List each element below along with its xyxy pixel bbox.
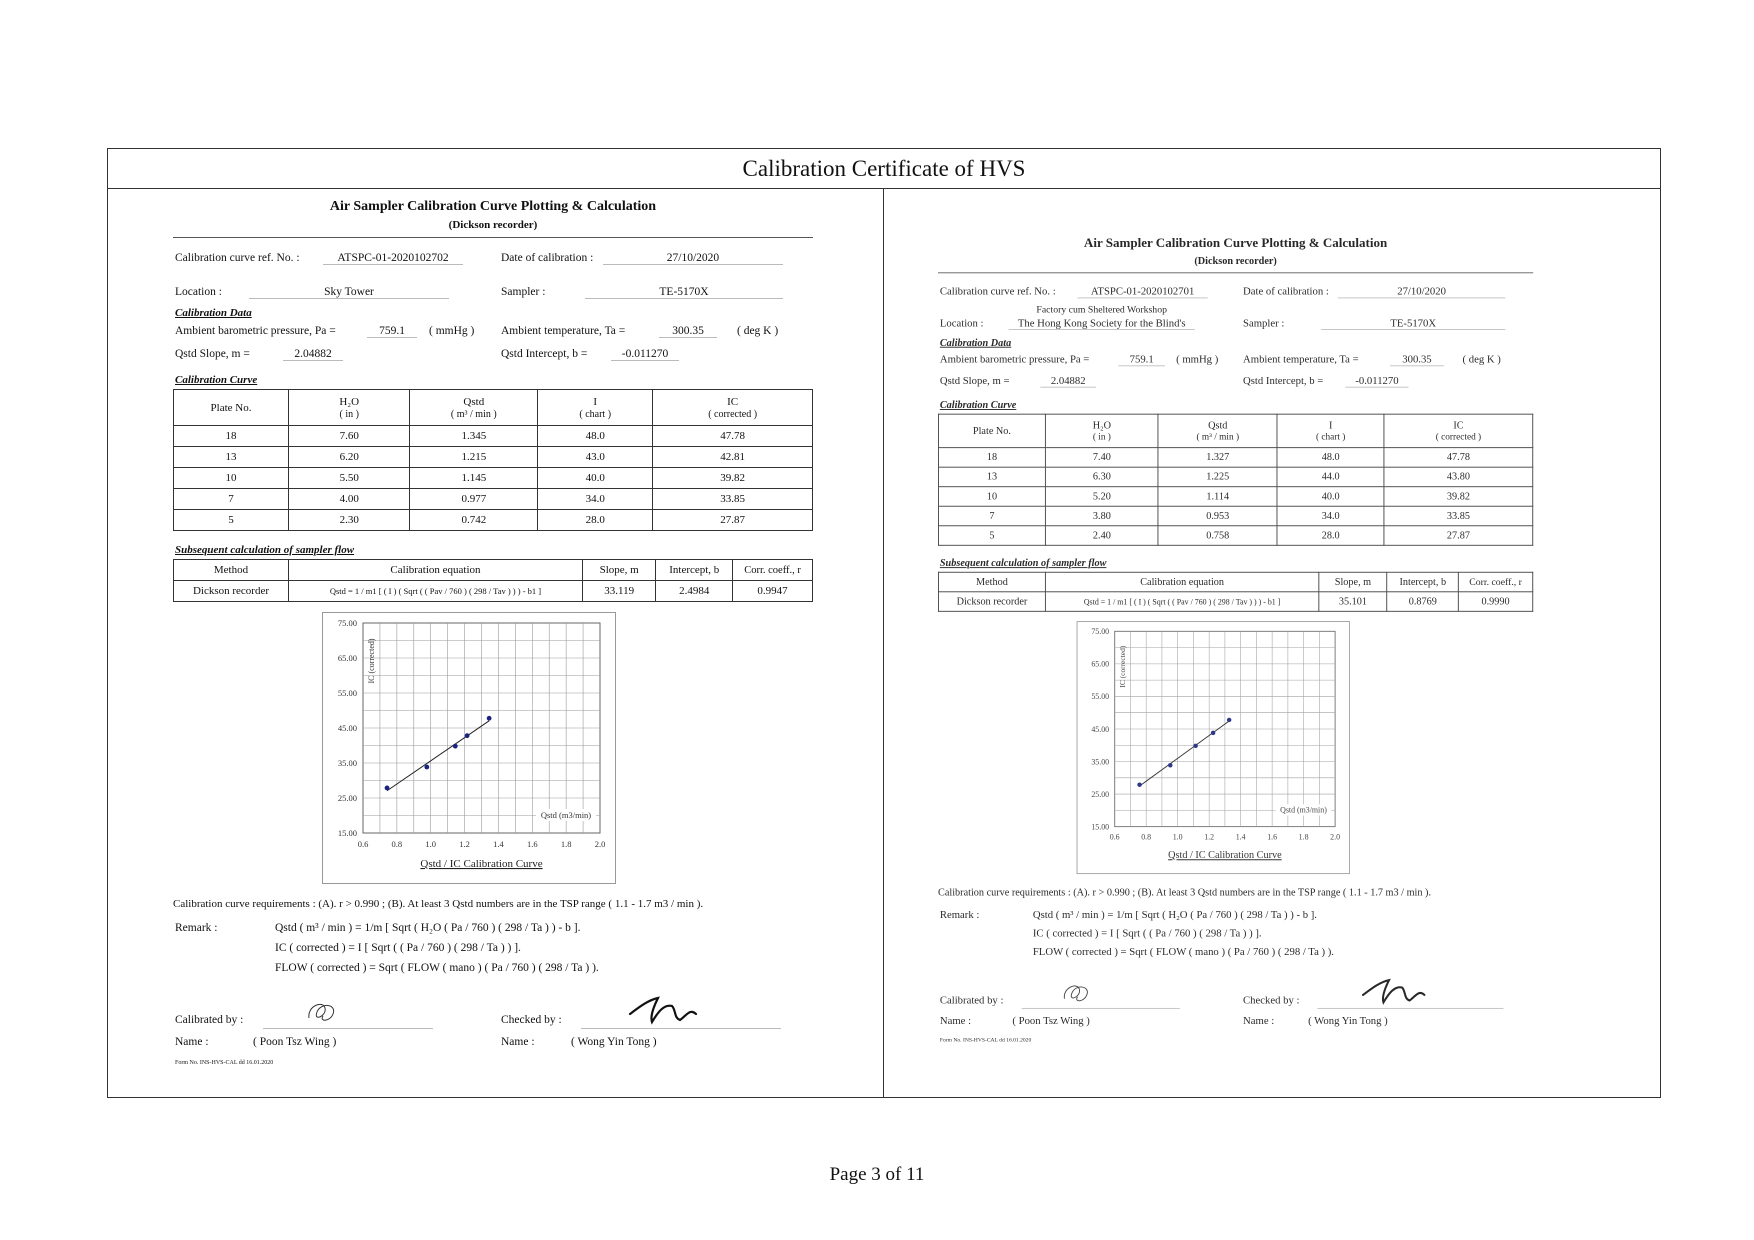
- signature-block: [938, 967, 1533, 1032]
- calibrated-name: ( Poon Tsz Wing ): [1012, 1015, 1090, 1027]
- x-tick-label: 0.6: [1109, 832, 1120, 842]
- cell-ic: 47.78: [653, 426, 813, 447]
- location-value: Sky Tower: [249, 286, 449, 299]
- y-tick-label: 25.00: [337, 793, 357, 803]
- x-tick-label: 1.0: [425, 839, 437, 849]
- y-tick-label: 55.00: [1091, 692, 1110, 702]
- header-ic-name: IC: [1453, 419, 1464, 431]
- location-value: The Hong Kong Society for the Blind's: [1009, 318, 1195, 330]
- ta-unit: ( deg K ): [1462, 354, 1501, 366]
- certificate-title: Calibration Certificate of HVS: [108, 149, 1660, 189]
- table-row: [938, 448, 1532, 468]
- checked-name-label: Name :: [1243, 1015, 1275, 1027]
- header-slope: Slope, m: [1319, 572, 1387, 592]
- checked-name-label: Name :: [501, 1036, 535, 1048]
- sampler-value: TE-5170X: [1321, 318, 1505, 330]
- calibration-chart: [322, 612, 616, 884]
- ta-label: Ambient temperature, Ta =: [501, 325, 626, 337]
- subsequent-calculation-title: Subsequent calculation of sampler flow: [939, 557, 1107, 570]
- x-tick-label: 1.2: [1204, 832, 1215, 842]
- table-row: [174, 489, 813, 510]
- data-point: [424, 765, 429, 770]
- cell-h2o: 7.40: [1045, 448, 1158, 468]
- header-h2o-unit: ( in ): [339, 408, 359, 420]
- flow-table-header: [938, 572, 1532, 592]
- ta-unit: ( deg K ): [737, 325, 779, 337]
- cell-plate: 13: [938, 467, 1045, 487]
- cell-ic: 39.82: [1384, 487, 1533, 507]
- ref-label: Calibration curve ref. No. :: [175, 252, 300, 264]
- location-label: Location :: [175, 286, 222, 298]
- cell-i: 48.0: [1277, 448, 1384, 468]
- x-axis-label: Qstd (m3/min): [1280, 805, 1327, 815]
- checker-signature: [1361, 974, 1435, 1006]
- header-plate: Plate No.: [174, 390, 289, 426]
- cell-i: 34.0: [538, 489, 653, 510]
- table-row: [938, 506, 1532, 526]
- intercept-value: -0.011270: [611, 348, 679, 361]
- date-value: 27/10/2020: [1338, 286, 1505, 298]
- cell-method: Dickson recorder: [938, 592, 1045, 612]
- data-point: [453, 744, 458, 749]
- header-h2o-unit: ( in ): [1092, 431, 1111, 443]
- cell-ic: 27.87: [1384, 526, 1533, 546]
- cell-i: 40.0: [538, 468, 653, 489]
- date-label: Date of calibration :: [501, 252, 594, 264]
- header-method: Method: [938, 572, 1045, 592]
- header-i-name: I: [1328, 419, 1333, 431]
- chart-svg: [1078, 622, 1351, 875]
- cell-plate: 7: [938, 506, 1045, 526]
- sheet-subheading: (Dickson recorder): [173, 219, 813, 238]
- calibration-curve-title: Calibration Curve: [939, 399, 1017, 411]
- y-tick-label: 35.00: [337, 758, 357, 768]
- header-ic: [653, 390, 813, 426]
- y-tick-label: 15.00: [337, 828, 357, 838]
- cell-qstd: 0.977: [410, 489, 538, 510]
- calibrated-name-label: Name :: [939, 1015, 972, 1027]
- data-point: [1211, 731, 1215, 735]
- checked-name: ( Wong Yin Tong ): [571, 1036, 657, 1048]
- ref-value: ATSPC-01-2020102702: [323, 252, 463, 265]
- header-slope: Slope, m: [582, 560, 655, 581]
- remark-label: Remark :: [175, 922, 218, 934]
- cell-corr: 0.9990: [1458, 592, 1532, 612]
- pa-value: 759.1: [1118, 354, 1165, 366]
- remark-qstd-formula: Qstd ( m³ / min ) = 1/m [ Sqrt ( H₂O ( Pa / 760 ) ( 298 / Ta ) ) - b ].: [275, 922, 581, 934]
- cell-i: 28.0: [1277, 526, 1384, 546]
- sheet-subheading: (Dickson recorder): [938, 256, 1533, 274]
- ta-label: Ambient temperature, Ta =: [1243, 354, 1359, 366]
- header-h2o: [289, 390, 410, 426]
- header-qstd-unit: ( m³ / min ): [450, 408, 497, 420]
- y-tick-label: 45.00: [1091, 724, 1110, 734]
- header-equation: Calibration equation: [1045, 572, 1318, 592]
- x-tick-label: 1.8: [560, 839, 572, 849]
- cell-intercept: 2.4984: [656, 581, 733, 602]
- table-row: [938, 487, 1532, 507]
- checked-name: ( Wong Yin Tong ): [1308, 1015, 1388, 1027]
- remark-qstd-formula: Qstd ( m³ / min ) = 1/m [ Sqrt ( H₂O ( Pa / 760 ) ( 298 / Ta ) ) - b ].: [1032, 909, 1317, 921]
- header-qstd-unit: ( m³ / min ): [1196, 431, 1240, 443]
- y-tick-label: 45.00: [337, 723, 357, 733]
- table-row: [938, 526, 1532, 546]
- cell-plate: 10: [174, 468, 289, 489]
- certificate-frame: [107, 148, 1661, 1098]
- remark-label: Remark :: [939, 909, 980, 921]
- y-tick-label: 75.00: [1091, 627, 1110, 637]
- data-point: [1137, 782, 1141, 786]
- cell-equation: Qstd = 1 / m1 [ ( I ) ( Sqrt ( ( Pav / 760 ) ( 298 / Tav ) ) ) - b1 ]: [289, 581, 583, 602]
- intercept-label: Qstd Intercept, b =: [501, 348, 588, 360]
- header-intercept: Intercept, b: [1387, 572, 1458, 592]
- calibrator-signature: [1059, 980, 1096, 1008]
- y-tick-label: 65.00: [1091, 659, 1110, 669]
- cell-qstd: 1.327: [1158, 448, 1277, 468]
- header-h2o-name: H₂O: [339, 395, 360, 408]
- checked-by-label: Checked by :: [1243, 994, 1300, 1007]
- checked-signature-line: [581, 1028, 781, 1029]
- calibrated-by-label: Calibrated by :: [939, 994, 1004, 1007]
- table-row: [174, 468, 813, 489]
- cell-slope: 35.101: [1319, 592, 1387, 612]
- data-point: [487, 716, 492, 721]
- cell-plate: 5: [938, 526, 1045, 546]
- remark-ic-formula: IC ( corrected ) = I [ Sqrt ( ( Pa / 760 ) ( 298 / Ta ) ) ].: [275, 942, 521, 954]
- cell-h2o: 2.30: [289, 510, 410, 531]
- cell-h2o: 5.20: [1045, 487, 1158, 507]
- slope-value: 2.04882: [283, 348, 343, 361]
- y-tick-label: 35.00: [1091, 757, 1110, 767]
- header-ic-unit: ( corrected ): [708, 408, 758, 420]
- cell-qstd: 0.758: [1158, 526, 1277, 546]
- table-row: [174, 426, 813, 447]
- cell-h2o: 5.50: [289, 468, 410, 489]
- calibration-table-header: [174, 390, 813, 426]
- calibration-sheet-left: [173, 199, 813, 1066]
- table-row: [938, 592, 1532, 612]
- flow-calculation-table: [173, 559, 813, 602]
- checker-signature: [628, 992, 708, 1026]
- cell-i: 48.0: [538, 426, 653, 447]
- cell-qstd: 1.225: [1158, 467, 1277, 487]
- x-tick-label: 1.6: [526, 839, 538, 849]
- cell-ic: 42.81: [653, 447, 813, 468]
- cell-i: 43.0: [538, 447, 653, 468]
- header-h2o: [1045, 414, 1158, 447]
- cell-method: Dickson recorder: [174, 581, 289, 602]
- cell-i: 40.0: [1277, 487, 1384, 507]
- table-row: [938, 467, 1532, 487]
- header-ic: [1384, 414, 1533, 447]
- y-tick-label: 15.00: [1091, 822, 1110, 832]
- cell-slope: 33.119: [582, 581, 655, 602]
- form-number: Form No. INS-HVS-CAL dd 16.01.2020: [939, 1037, 1032, 1044]
- header-qstd: [1158, 414, 1277, 447]
- calibration-data-title: Calibration Data: [175, 307, 252, 319]
- cell-intercept: 0.8769: [1387, 592, 1458, 612]
- subsequent-calculation-title: Subsequent calculation of sampler flow: [175, 544, 355, 556]
- slope-label: Qstd Slope, m =: [175, 348, 250, 360]
- location-label: Location :: [939, 317, 984, 330]
- y-tick-label: 55.00: [337, 688, 357, 698]
- header-h2o-name: H₂O: [1092, 419, 1112, 431]
- sheet-heading: Air Sampler Calibration Curve Plotting & Calculation: [329, 199, 657, 214]
- location-value-line2: Factory cum Sheltered Workshop: [1036, 304, 1167, 316]
- cell-h2o: 6.20: [289, 447, 410, 468]
- y-axis-label: IC (corrected): [367, 638, 376, 684]
- remark-ic-formula: IC ( corrected ) = I [ Sqrt ( ( Pa / 760 ) ( 298 / Ta ) ) ].: [1032, 927, 1262, 940]
- y-axis-label: IC (corrected): [1117, 645, 1127, 688]
- calibration-table: [173, 389, 813, 531]
- sheet-heading: Air Sampler Calibration Curve Plotting & Calculation: [1083, 237, 1388, 251]
- header-qstd-name: Qstd: [1208, 419, 1228, 431]
- data-point: [1168, 763, 1172, 767]
- cell-i: 28.0: [538, 510, 653, 531]
- sampler-label: Sampler :: [501, 286, 546, 298]
- header-plate: Plate No.: [938, 414, 1045, 447]
- calibrated-name-label: Name :: [175, 1036, 209, 1048]
- calibration-data-title: Calibration Data: [939, 337, 1012, 349]
- header-ic-name: IC: [727, 395, 739, 408]
- cell-plate: 7: [174, 489, 289, 510]
- header-i: [538, 390, 653, 426]
- chart-title: Qstd / IC Calibration Curve: [1168, 850, 1282, 862]
- intercept-value: -0.011270: [1345, 376, 1408, 388]
- x-tick-label: 1.2: [459, 839, 470, 849]
- calibrated-by-label: Calibrated by :: [175, 1014, 244, 1026]
- table-row: [174, 581, 813, 602]
- calibration-table: [938, 414, 1533, 546]
- x-tick-label: 2.0: [1330, 832, 1341, 842]
- cell-h2o: 7.60: [289, 426, 410, 447]
- x-tick-label: 1.4: [1235, 832, 1246, 842]
- calibrated-name: ( Poon Tsz Wing ): [253, 1036, 337, 1048]
- calibrated-signature-line: [263, 1028, 433, 1029]
- table-row: [174, 510, 813, 531]
- ref-label: Calibration curve ref. No. :: [939, 286, 1056, 298]
- x-tick-label: 0.8: [1141, 832, 1152, 842]
- chart-title: Qstd / IC Calibration Curve: [420, 858, 543, 870]
- sampler-label: Sampler :: [1243, 317, 1285, 330]
- checked-by-label: Checked by :: [501, 1014, 562, 1026]
- cell-qstd: 0.953: [1158, 506, 1277, 526]
- pa-value: 759.1: [367, 325, 417, 338]
- calibrated-signature-line: [1022, 1008, 1180, 1009]
- cell-qstd: 0.742: [410, 510, 538, 531]
- remark-flow-formula: FLOW ( corrected ) = Sqrt ( FLOW ( mano ) ( Pa / 760 ) ( 298 / Ta ) ).: [1032, 946, 1334, 958]
- chart-svg: [323, 613, 617, 885]
- cell-plate: 18: [938, 448, 1045, 468]
- page-number: Page 3 of 11: [829, 1164, 925, 1185]
- cell-plate: 10: [938, 487, 1045, 507]
- x-axis-label: Qstd (m3/min): [540, 810, 592, 820]
- signature-block: [173, 984, 813, 1054]
- cell-h2o: 6.30: [1045, 467, 1158, 487]
- cell-plate: 5: [174, 510, 289, 531]
- header-intercept: Intercept, b: [656, 560, 733, 581]
- header-i-unit: ( chart ): [579, 408, 612, 420]
- cell-qstd: 1.345: [410, 426, 538, 447]
- header-corr: Corr. coeff., r: [733, 560, 813, 581]
- cell-h2o: 4.00: [289, 489, 410, 510]
- header-ic-unit: ( corrected ): [1435, 431, 1482, 443]
- data-point: [1227, 718, 1231, 722]
- header-method: Method: [174, 560, 289, 581]
- table-row: [174, 447, 813, 468]
- cell-ic: 33.85: [653, 489, 813, 510]
- calibration-table-header: [938, 414, 1532, 447]
- curve-requirements: Calibration curve requirements : (A). r > 0.990 ; (B). At least 3 Qstd numbers are in the TSP range ( 1.1 - 1.7 m3 / min ).: [938, 887, 1432, 899]
- pa-label: Ambient barometric pressure, Pa =: [939, 354, 1090, 366]
- cell-i: 34.0: [1277, 506, 1384, 526]
- sampler-value: TE-5170X: [585, 286, 783, 299]
- y-tick-label: 25.00: [1091, 789, 1110, 799]
- header-i-name: I: [593, 395, 598, 408]
- flow-table-header: [174, 560, 813, 581]
- y-tick-label: 65.00: [337, 653, 357, 663]
- cell-corr: 0.9947: [733, 581, 813, 602]
- form-number: Form No. INS-HVS-CAL dd 16.01.2020: [175, 1060, 274, 1066]
- cell-i: 44.0: [1277, 467, 1384, 487]
- x-tick-label: 0.8: [391, 839, 403, 849]
- data-point: [1193, 744, 1197, 748]
- header-qstd-name: Qstd: [463, 395, 485, 408]
- curve-requirements: Calibration curve requirements : (A). r > 0.990 ; (B). At least 3 Qstd numbers are in the TSP range ( 1.1 - 1.7 m3 / min ).: [173, 898, 704, 910]
- data-point: [465, 733, 470, 738]
- ta-value: 300.35: [1390, 354, 1444, 366]
- cell-plate: 13: [174, 447, 289, 468]
- header-i: [1277, 414, 1384, 447]
- pa-label: Ambient barometric pressure, Pa =: [175, 325, 336, 337]
- ta-value: 300.35: [659, 325, 717, 338]
- cell-h2o: 3.80: [1045, 506, 1158, 526]
- header-corr: Corr. coeff., r: [1458, 572, 1532, 592]
- date-label: Date of calibration :: [1243, 286, 1329, 298]
- slope-value: 2.04882: [1040, 376, 1096, 388]
- cell-qstd: 1.145: [410, 468, 538, 489]
- header-i-unit: ( chart ): [1315, 431, 1346, 443]
- ref-value: ATSPC-01-2020102701: [1078, 286, 1208, 298]
- cell-plate: 18: [174, 426, 289, 447]
- cell-equation: Qstd = 1 / m1 [ ( I ) ( Sqrt ( ( Pav / 760 ) ( 298 / Tav ) ) ) - b1 ]: [1045, 592, 1318, 612]
- column-divider: [883, 189, 884, 1097]
- calibration-chart: [1077, 621, 1350, 874]
- cell-qstd: 1.215: [410, 447, 538, 468]
- cell-ic: 33.85: [1384, 506, 1533, 526]
- cell-ic: 43.80: [1384, 467, 1533, 487]
- calibration-curve-title: Calibration Curve: [175, 374, 258, 386]
- calibration-sheet-right: [938, 237, 1533, 1043]
- cell-ic: 47.78: [1384, 448, 1533, 468]
- cell-h2o: 2.40: [1045, 526, 1158, 546]
- slope-label: Qstd Slope, m =: [939, 375, 1010, 387]
- flow-calculation-table: [938, 572, 1533, 612]
- data-point: [385, 786, 390, 791]
- header-equation: Calibration equation: [289, 560, 583, 581]
- checked-signature-line: [1317, 1008, 1503, 1009]
- remark-flow-formula: FLOW ( corrected ) = Sqrt ( FLOW ( mano ) ( Pa / 760 ) ( 298 / Ta ) ).: [275, 962, 599, 974]
- intercept-label: Qstd Intercept, b =: [1243, 375, 1324, 387]
- x-tick-label: 0.6: [357, 839, 369, 849]
- x-tick-label: 1.4: [493, 839, 504, 849]
- date-value: 27/10/2020: [603, 252, 783, 265]
- pa-unit: ( mmHg ): [1176, 354, 1219, 366]
- cell-ic: 27.87: [653, 510, 813, 531]
- y-tick-label: 75.00: [337, 618, 357, 628]
- x-tick-label: 1.6: [1267, 832, 1278, 842]
- pa-unit: ( mmHg ): [429, 325, 475, 337]
- x-tick-label: 1.0: [1172, 832, 1183, 842]
- x-tick-label: 2.0: [594, 839, 606, 849]
- calibrator-signature: [303, 998, 343, 1028]
- x-tick-label: 1.8: [1298, 832, 1309, 842]
- cell-ic: 39.82: [653, 468, 813, 489]
- header-qstd: [410, 390, 538, 426]
- cell-qstd: 1.114: [1158, 487, 1277, 507]
